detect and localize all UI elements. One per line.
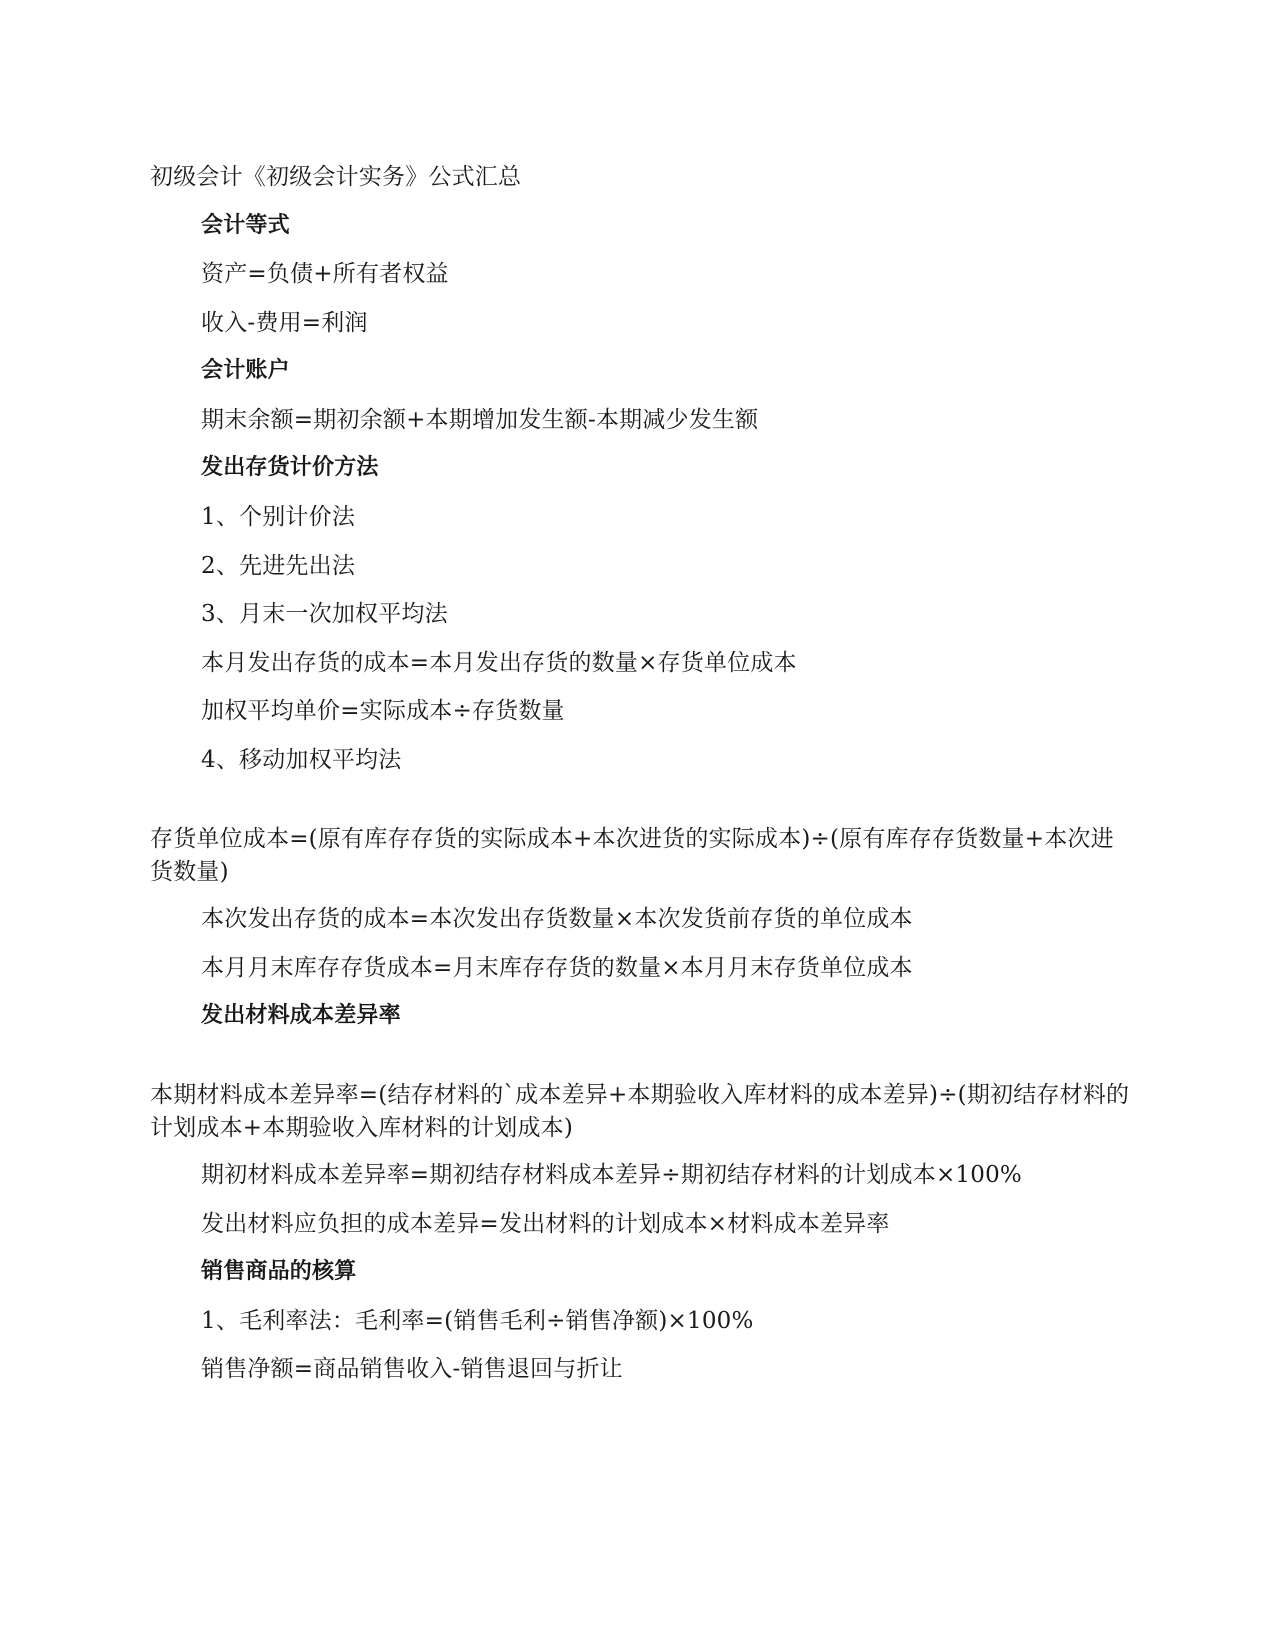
formula-paragraph: 本期材料成本差异率=(结存材料的`成本差异+本期验收入库材料的成本差异)÷(期初结存材料的计划成本+本期验收入库材料的计划成本) <box>150 1082 1130 1141</box>
formula-line: 加权平均单价=实际成本÷存货数量 <box>201 698 565 724</box>
formula-line: 收入-费用=利润 <box>201 310 368 336</box>
formula-line: 销售净额=商品销售收入-销售退回与折让 <box>201 1356 623 1382</box>
section-heading: 会计账户 <box>201 358 290 383</box>
list-item: 1、毛利率法：毛利率=(销售毛利÷销售净额)×100% <box>201 1308 754 1334</box>
formula-paragraph: 存货单位成本=(原有库存存货的实际成本+本次进货的实际成本)÷(原有库存存货数量+本次进货数量) <box>150 826 1114 885</box>
list-item: 1、个别计价法 <box>201 504 356 530</box>
document-title: 初级会计《初级会计实务》公式汇总 <box>150 164 522 190</box>
section-heading: 会计等式 <box>201 213 290 238</box>
section-heading: 发出存货计价方法 <box>201 455 379 480</box>
list-item: 4、移动加权平均法 <box>201 747 402 773</box>
formula-line: 本次发出存货的成本=本次发出存货数量×本次发货前存货的单位成本 <box>201 906 913 932</box>
section-heading: 发出材料成本差异率 <box>201 1003 401 1028</box>
formula-line: 期初材料成本差异率=期初结存材料成本差异÷期初结存材料的计划成本×100% <box>201 1162 1022 1188</box>
list-item: 3、月末一次加权平均法 <box>201 601 448 627</box>
list-item: 2、先进先出法 <box>201 553 356 579</box>
formula-line: 期末余额=期初余额+本期增加发生额-本期减少发生额 <box>201 407 759 433</box>
section-heading: 销售商品的核算 <box>201 1259 357 1284</box>
formula-line: 资产=负债+所有者权益 <box>201 261 449 287</box>
formula-line: 发出材料应负担的成本差异=发出材料的计划成本×材料成本差异率 <box>201 1211 890 1237</box>
formula-line: 本月月末库存存货成本=月末库存存货的数量×本月月末存货单位成本 <box>201 955 913 981</box>
formula-line: 本月发出存货的成本=本月发出存货的数量×存货单位成本 <box>201 650 797 676</box>
